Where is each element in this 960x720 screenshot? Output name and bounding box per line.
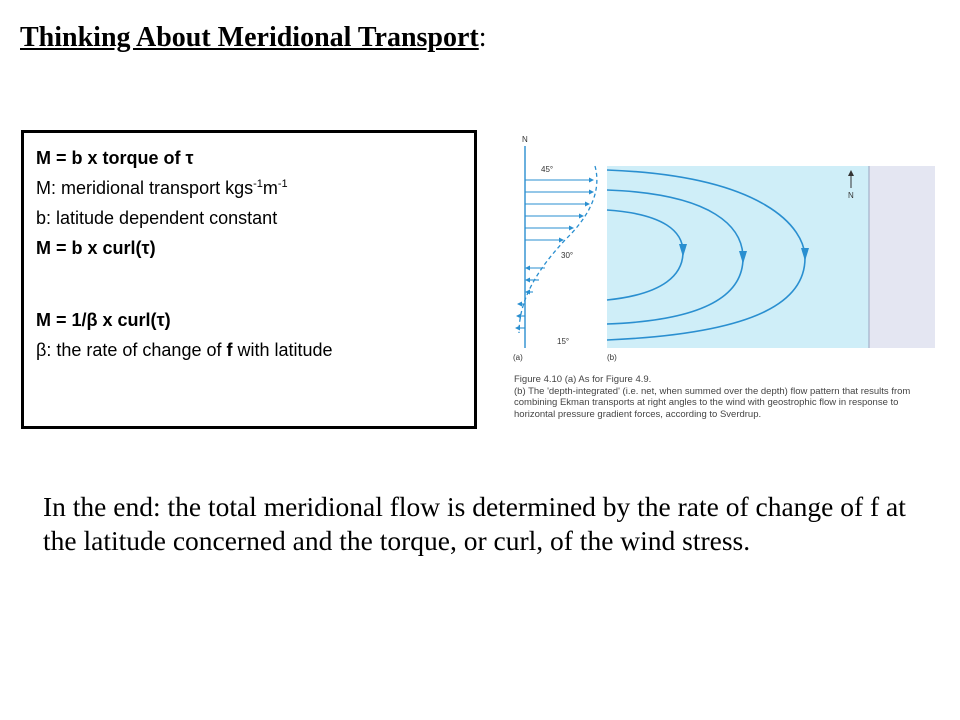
latitude-30-label: 30° [561,251,574,260]
page-title-text: Thinking About Meridional Transport [20,22,479,53]
equation-beta-prefix: M = 1/ [36,310,87,330]
equation-beta [36,305,462,335]
tau-symbol: τ [141,238,150,258]
equation-curl-suffix: ) [149,238,156,258]
definition-b-text: b: latitude dependent constant [36,208,278,228]
wind-profile-curve [519,166,597,333]
tau-symbol: τ [156,310,165,330]
figure-caption [514,374,934,420]
caption-line-2: (b) The 'depth-integrated' (i.e. net, when summed over the depth) flow pattern that results from combining Ekman transports at right angles to the wind with geostrophic flow in response to horizontal pressure gradient forces, according to Sverdrup. [514,385,911,420]
equation-torque [36,143,462,173]
f-symbol: f [226,340,233,360]
definition-m [36,173,462,203]
beta-symbol: β [86,310,98,330]
caption-panel-a-text: (a) As for Figure 4.9. [562,374,652,385]
equation-beta-mid: x curl( [97,310,157,330]
spacer [36,263,462,305]
unit-m: m [262,178,278,198]
exponent-m: -1 [277,178,288,190]
beta-symbol: β [36,340,47,360]
equation-beta-suffix: ) [164,310,171,330]
latitude-15-label: 15° [557,337,570,346]
equation-box [21,130,477,429]
panel-a-label: (a) [513,353,523,362]
panel-b-label: (b) [607,353,617,362]
tau-symbol: τ [185,148,194,168]
definition-b [36,203,462,233]
definition-beta-suffix: with latitude [232,340,333,360]
equation-torque-text: M = b x torque of [36,148,186,168]
equation-curl [36,233,462,263]
caption-figure-number: Figure 4.10 [514,374,563,385]
page-title [20,22,487,54]
definition-m-text: M: meridional transport kgs [36,178,254,198]
caption-line-1 [514,374,934,386]
exponent-s: -1 [253,178,263,190]
north-label-left: N [522,135,528,144]
definition-beta [36,335,462,365]
conclusion-text: In the end: the total meridional flow is determined by the rate of change of f at the latitude concerned and the torque, or curl, of the wind stress. [43,491,906,556]
north-label-right: N [848,191,854,200]
latitude-45-label: 45° [541,165,554,174]
land-region [869,166,935,348]
definition-beta-text: : the rate of change of [46,340,227,360]
page-title-colon: : [478,22,487,53]
equation-curl-prefix: M = b x curl( [36,238,142,258]
